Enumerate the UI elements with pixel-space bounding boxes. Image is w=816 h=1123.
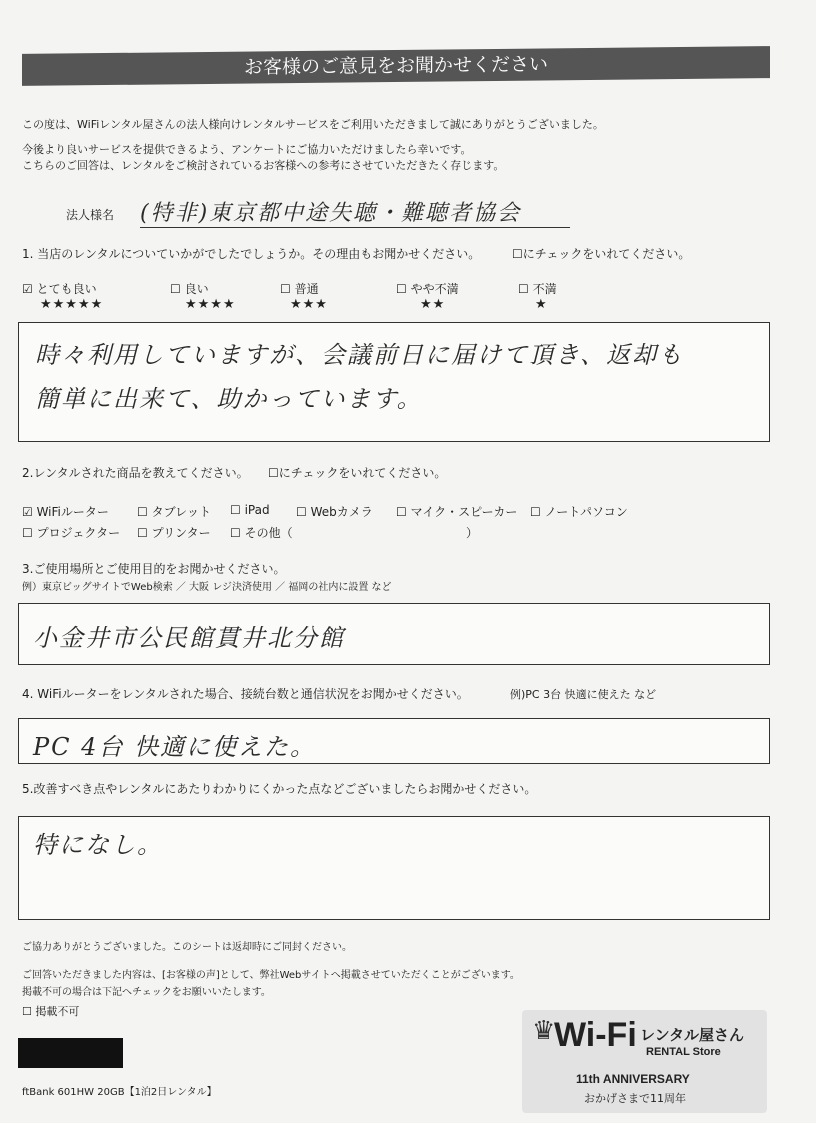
product-wifi-router[interactable]: ☑ WiFiルーター [22,505,109,519]
rating-very-good[interactable]: ☑ とても良い [22,282,97,296]
q2-hint: ☐にチェックをいれてください。 [268,466,447,480]
footer-note-2: 掲載不可の場合は下記へチェックをお願いいたします。 [22,987,271,998]
rating-good[interactable]: ☐ 良い [170,282,209,296]
product-other-close: ） [466,526,479,540]
q2-question: 2.レンタルされた商品を教えてください。 [22,466,249,480]
q3-answer: 小金井市公民館貫井北分館 [33,624,345,652]
crown-mascot-icon: ♛ [532,1016,556,1046]
stars-4: ★★★★ [185,297,236,312]
intro-line-2: 今後より良いサービスを提供できるよう、アンケートにご協力いただけましたら幸いです。 [22,143,472,156]
q5-answer: 特になし。 [33,831,163,859]
q4-answer-box[interactable] [18,718,770,764]
stars-2: ★★ [420,297,446,312]
product-tablet[interactable]: ☐ タブレット [137,505,211,519]
company-name-handwritten: (特非)東京都中途失聴・難聴者協会 [140,196,570,228]
product-printer[interactable]: ☐ プリンター [137,526,211,540]
stars-3: ★★★ [290,297,328,312]
q1-answer-line-1: 時々利用していますが、会議前日に届けて頂き、返却も [35,341,685,369]
q4-answer: PC 4台 快適に使えた。 [33,733,317,761]
q1-question: 1. 当店のレンタルについていかがでしたでしょうか。その理由もお聞かせください。 [22,247,481,261]
footer-thanks: ご協力ありがとうございました。このシートは返却時にご同封ください。 [22,942,352,953]
q4-question: 4. WiFiルーターをレンタルされた場合、接続台数と通信状況をお聞かせください。 [22,687,469,701]
product-ipad[interactable]: ☐ iPad [230,503,270,517]
q1-answer-box[interactable] [18,322,770,442]
opt-out-checkbox[interactable]: ☐ 掲載不可 [22,1005,80,1018]
stars-1: ★ [535,297,548,312]
intro-line-1: この度は、WiFiレンタル屋さんの法人様向けレンタルサービスをご利用いただきまして誠にありがとうございました。 [22,118,604,131]
product-mic-speaker[interactable]: ☐ マイク・スピーカー [396,505,518,519]
survey-title: お客様のご意見をお聞かせください [243,53,548,79]
q3-example: 例）東京ビッグサイトでWeb検索 ／ 大阪 レジ決済使用 ／ 福岡の社内に設置 など [22,582,392,593]
q4-example: 例)PC 3台 快適に使えた など [510,688,657,701]
logo-rental-store: RENTAL Store [646,1046,721,1058]
logo-store-name: レンタル屋さん [640,1026,745,1044]
q3-answer-box[interactable] [18,603,770,665]
q1-hint: ☐にチェックをいれてください。 [512,247,691,261]
wifi-rental-logo [522,1010,767,1113]
rating-dissatisfied[interactable]: ☐ 不満 [518,282,557,296]
logo-thanks: おかげさまで11周年 [584,1092,686,1105]
company-label: 法人様名 [66,208,115,222]
product-webcam[interactable]: ☐ Webカメラ [296,505,373,519]
logo-anniversary: 11th ANNIVERSARY [576,1072,690,1086]
rating-normal[interactable]: ☐ 普通 [280,282,319,296]
product-line: ftBank 601HW 20GB【1泊2日レンタル】 [22,1087,217,1098]
logo-wifi-text: Wi-Fi [554,1016,637,1054]
product-projector[interactable]: ☐ プロジェクター [22,526,121,540]
q1-answer-line-2: 簡単に出来て、助かっています。 [35,385,423,413]
footer-note-1: ご回答いただきました内容は、[お客様の声]として、弊社Webサイトへ掲載させていただくことがございます。 [22,970,520,981]
rating-slightly-dissatisfied[interactable]: ☐ やや不満 [396,282,459,296]
product-laptop[interactable]: ☐ ノートパソコン [530,505,628,519]
redaction-block [18,1038,123,1068]
q3-question: 3.ご使用場所とご使用目的をお聞かせください。 [22,562,286,576]
intro-line-3: こちらのご回答は、レンタルをご検討されているお客様への参考にさせていただきたく存じます。 [22,159,505,172]
product-other[interactable]: ☐ その他（ [230,526,293,540]
q5-question: 5.改善すべき点やレンタルにあたりわかりにくかった点などございましたらお聞かせください。 [22,782,537,796]
stars-5: ★★★★★ [40,297,104,312]
q5-answer-box[interactable] [18,816,770,920]
survey-title-bar [22,46,770,86]
